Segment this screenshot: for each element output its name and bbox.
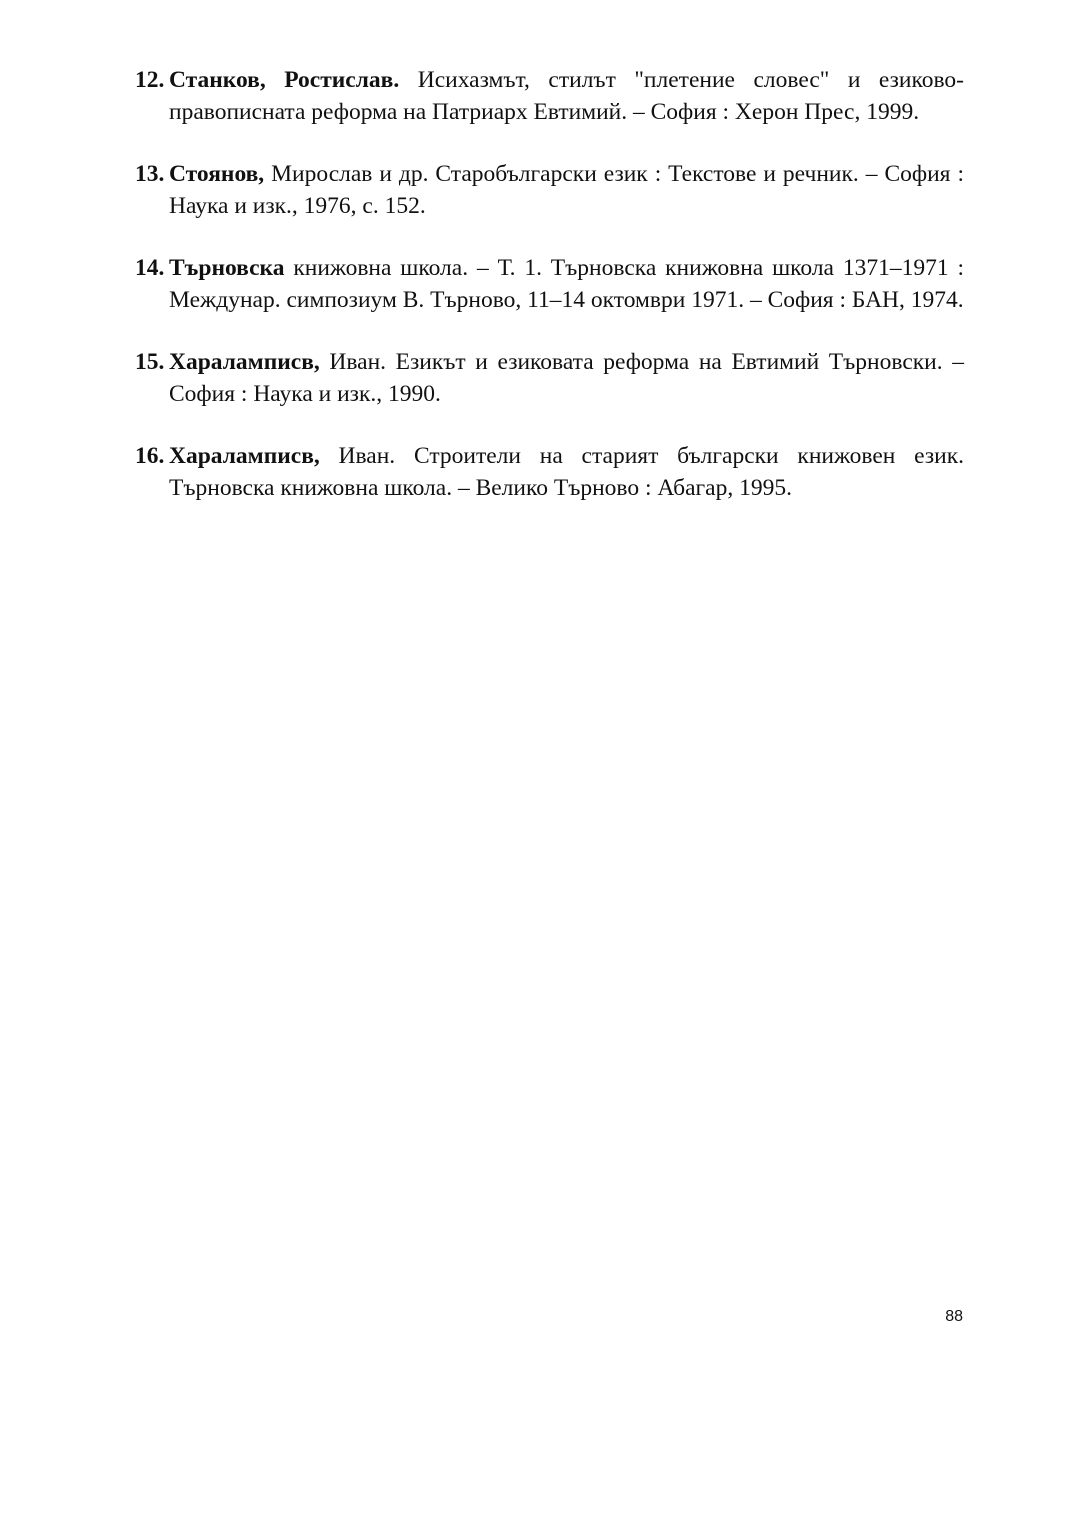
entry-number: 16. <box>135 443 165 469</box>
bibliography-entry-16 <box>135 440 964 504</box>
entry-text: Иван. Езикът и езиковата реформа на Евтимий Търновски. – София : Наука и изк., 1990. <box>169 349 964 407</box>
bibliography-entry-15 <box>135 346 964 410</box>
bibliography-entry-14 <box>135 252 964 316</box>
entry-text: книжовна школа. – Т. 1. Търновска книжовна школа 1371–1971 : Междунар. симпозиум В. Търново, 11–14 октомври 1971. – София : БАН, 1974. <box>169 255 964 313</box>
bibliography-entry-13 <box>135 158 964 222</box>
entry-author: Търновска <box>169 255 285 281</box>
entry-author: Станков, Ростислав. <box>169 67 400 93</box>
entry-text: Исихазмът, стилът "плетение словес" и езиково-правописната реформа на Патриарх Евтимий. – София : Херон Прес, 1999. <box>169 67 964 125</box>
page-number: 88 <box>945 1308 963 1325</box>
entry-text: Мирослав и др. Старобългарски език : Текстове и речник. – София : Наука и изк., 1976, с. 152. <box>169 161 964 219</box>
entry-author: Хараламписв, <box>169 349 320 375</box>
entry-author: Хараламписв, <box>169 443 320 469</box>
entry-text: Иван. Строители на старият български книжовен език. Търновска книжовна школа. – Велико Търново : Абагар, 1995. <box>169 443 964 501</box>
entry-number: 15. <box>135 349 165 375</box>
bibliography-entry-12 <box>135 64 964 128</box>
entry-number: 13. <box>135 161 165 187</box>
entry-number: 12. <box>135 67 165 93</box>
bibliography-list <box>135 64 964 534</box>
entry-author: Стоянов, <box>169 161 265 187</box>
entry-number: 14. <box>135 255 165 281</box>
